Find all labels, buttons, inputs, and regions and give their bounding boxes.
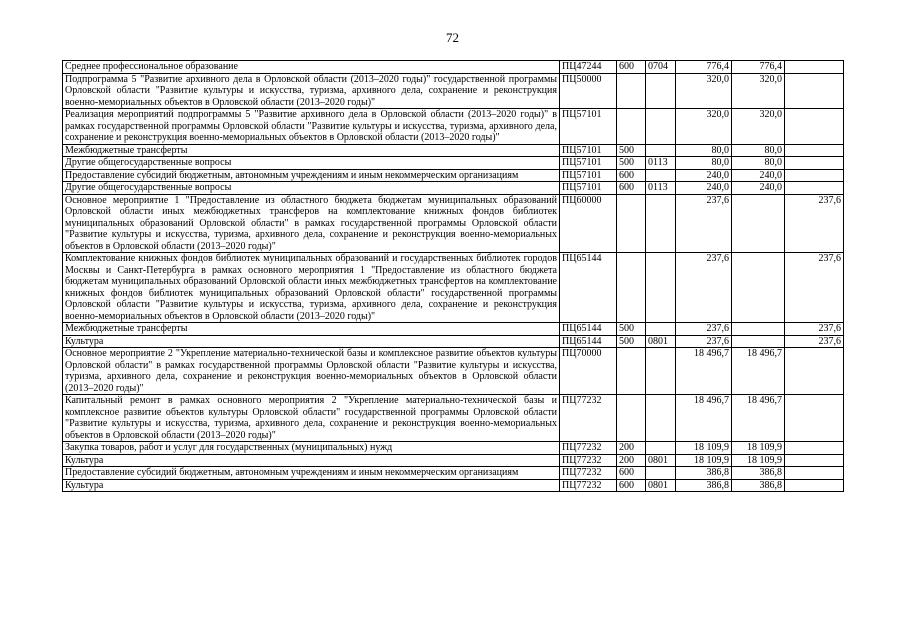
row-code: ПЦ50000 (560, 73, 617, 109)
row-amount-regional: 320,0 (732, 73, 785, 109)
row-amount-total: 18 109,9 (676, 454, 732, 467)
row-code: ПЦ77232 (560, 395, 617, 442)
row-expense-type (617, 194, 646, 253)
row-section (646, 395, 676, 442)
row-amount-federal (785, 442, 844, 455)
row-amount-regional: 386,8 (732, 467, 785, 480)
row-section (646, 169, 676, 182)
table-row (63, 169, 844, 182)
row-code: ПЦ65144 (560, 323, 617, 336)
row-amount-total: 80,0 (676, 144, 732, 157)
row-amount-federal (785, 144, 844, 157)
row-section: 0113 (646, 157, 676, 170)
row-code: ПЦ77232 (560, 442, 617, 455)
row-amount-regional: 18 496,7 (732, 395, 785, 442)
row-name: Межбюджетные трансферты (63, 323, 560, 336)
row-section (646, 323, 676, 336)
table-row (63, 109, 844, 145)
row-amount-total: 18 496,7 (676, 348, 732, 395)
row-amount-federal (785, 109, 844, 145)
row-expense-type (617, 395, 646, 442)
row-code: ПЦ57101 (560, 157, 617, 170)
row-section: 0801 (646, 335, 676, 348)
row-section (646, 348, 676, 395)
row-code: ПЦ70000 (560, 348, 617, 395)
row-expense-type: 500 (617, 335, 646, 348)
table-row (63, 442, 844, 455)
row-section: 0801 (646, 479, 676, 492)
row-section (646, 109, 676, 145)
row-expense-type: 600 (617, 479, 646, 492)
row-amount-total: 237,6 (676, 253, 732, 323)
row-amount-total: 320,0 (676, 109, 732, 145)
row-expense-type (617, 253, 646, 323)
row-section: 0113 (646, 182, 676, 195)
row-name: Другие общегосударственные вопросы (63, 157, 560, 170)
row-amount-regional (732, 335, 785, 348)
row-amount-total: 237,6 (676, 194, 732, 253)
row-amount-total: 386,8 (676, 467, 732, 480)
row-amount-federal: 237,6 (785, 253, 844, 323)
row-name: Предоставление субсидий бюджетным, автономным учреждениям и иным некоммерческим организациям (63, 169, 560, 182)
row-expense-type (617, 73, 646, 109)
table-row (63, 335, 844, 348)
row-amount-regional: 776,4 (732, 61, 785, 74)
row-amount-total: 80,0 (676, 157, 732, 170)
row-amount-total: 386,8 (676, 479, 732, 492)
row-amount-regional: 240,0 (732, 182, 785, 195)
row-name: Другие общегосударственные вопросы (63, 182, 560, 195)
row-amount-total: 776,4 (676, 61, 732, 74)
row-code: ПЦ57101 (560, 182, 617, 195)
row-amount-federal (785, 182, 844, 195)
row-name: Комплектование книжных фондов библиотек муниципальных образований и государственных библиотек городов Москвы и Санкт-Петербурга в рамках основного мероприятия 1 "Предоставление из областного бюджета бюджетам муниципальных образований Орловской области иных межбюджетных трансфертов на комплектование книжных фондов библиотек муниципальных образований Орловской области" государственной программы Орловской области "Развитие культуры и искусства, туризма, архивного дела, сохранение и реконструкция военно-мемориальных объектов в Орловской области (2013–2020 годы)" (63, 253, 560, 323)
row-name: Культура (63, 335, 560, 348)
row-amount-total: 320,0 (676, 73, 732, 109)
row-amount-regional: 80,0 (732, 157, 785, 170)
row-name: Основное мероприятие 2 "Укрепление материально-технической базы и комплексное развитие объектов культуры Орловской области" в рамках государственной программы Орловской области "Развитие культуры и искусства, туризма, архивного дела, сохранение и реконструкция военно-мемориальных объектов в Орловской области (2013–2020 годы)" (63, 348, 560, 395)
row-name: Среднее профессиональное образование (63, 61, 560, 74)
table-row (63, 479, 844, 492)
row-expense-type: 600 (617, 61, 646, 74)
row-amount-federal (785, 348, 844, 395)
row-name: Культура (63, 479, 560, 492)
row-section (646, 253, 676, 323)
row-name: Межбюджетные трансферты (63, 144, 560, 157)
row-section (646, 467, 676, 480)
row-amount-regional (732, 253, 785, 323)
table-row (63, 182, 844, 195)
row-amount-federal: 237,6 (785, 335, 844, 348)
row-amount-federal (785, 454, 844, 467)
row-section (646, 442, 676, 455)
table-row (63, 144, 844, 157)
row-code: ПЦ65144 (560, 253, 617, 323)
row-section: 0704 (646, 61, 676, 74)
row-section (646, 194, 676, 253)
row-amount-total: 240,0 (676, 182, 732, 195)
row-amount-federal (785, 467, 844, 480)
row-name: Основное мероприятие 1 "Предоставление из областного бюджета бюджетам муниципальных образований Орловской области иных межбюджетных трансферов на комплектование книжных фондов библиотек муниципальных образований Орловской области" в рамках государственной программы Орловской области "Развитие культуры и искусства, туризма, архивного дела, сохранение и реконструкция военно-мемориальных объектов в Орловской области (2013–2020 годы)" (63, 194, 560, 253)
table-row (63, 348, 844, 395)
row-expense-type: 500 (617, 323, 646, 336)
table-row (63, 253, 844, 323)
row-code: ПЦ77232 (560, 454, 617, 467)
row-name: Предоставление субсидий бюджетным, автономным учреждениям и иным некоммерческим организациям (63, 467, 560, 480)
row-amount-total: 18 109,9 (676, 442, 732, 455)
row-section (646, 73, 676, 109)
row-amount-federal (785, 479, 844, 492)
row-amount-regional: 18 109,9 (732, 454, 785, 467)
row-section (646, 144, 676, 157)
row-name: Закупка товаров, работ и услуг для государственных (муниципальных) нужд (63, 442, 560, 455)
row-expense-type: 600 (617, 467, 646, 480)
row-code: ПЦ60000 (560, 194, 617, 253)
row-amount-total: 237,6 (676, 323, 732, 336)
row-expense-type: 600 (617, 169, 646, 182)
row-expense-type: 600 (617, 182, 646, 195)
table-row (63, 157, 844, 170)
row-amount-federal: 237,6 (785, 323, 844, 336)
row-expense-type: 500 (617, 144, 646, 157)
page-number: 72 (446, 30, 459, 45)
row-amount-federal (785, 73, 844, 109)
row-code: ПЦ47244 (560, 61, 617, 74)
row-name: Капитальный ремонт в рамках основного мероприятия 2 "Укрепление материально-технической базы и комплексное развитие объектов культуры Орловской области" государственной программы Орловской области "Развитие культуры и искусства, туризма, архивного дела, сохранение и реконструкция военно-мемориальных объектов в Орловской области (2013–2020 годы)" (63, 395, 560, 442)
row-amount-federal: 237,6 (785, 194, 844, 253)
row-amount-regional: 240,0 (732, 169, 785, 182)
row-amount-federal (785, 169, 844, 182)
table-row (63, 395, 844, 442)
row-code: ПЦ57101 (560, 169, 617, 182)
table-row (63, 73, 844, 109)
row-expense-type: 500 (617, 157, 646, 170)
row-amount-regional (732, 194, 785, 253)
row-amount-total: 237,6 (676, 335, 732, 348)
row-code: ПЦ65144 (560, 335, 617, 348)
row-amount-regional: 18 109,9 (732, 442, 785, 455)
row-expense-type: 200 (617, 454, 646, 467)
row-name: Культура (63, 454, 560, 467)
row-amount-regional (732, 323, 785, 336)
row-amount-regional: 386,8 (732, 479, 785, 492)
row-expense-type: 200 (617, 442, 646, 455)
row-amount-federal (785, 157, 844, 170)
row-code: ПЦ77232 (560, 467, 617, 480)
row-section: 0801 (646, 454, 676, 467)
table-row (63, 323, 844, 336)
table-row (63, 194, 844, 253)
table-row (63, 61, 844, 74)
row-name: Подпрограмма 5 "Развитие архивного дела в Орловской области (2013–2020 годы)" государственной программы Орловской области "Развитие культуры и искусства, туризма, архивного дела, сохранение и реконструкция военно-мемориальных объектов в Орловской области (2013–2020 годы)" (63, 73, 560, 109)
row-amount-federal (785, 61, 844, 74)
row-code: ПЦ57101 (560, 109, 617, 145)
row-expense-type (617, 348, 646, 395)
budget-table (62, 60, 844, 492)
row-code: ПЦ77232 (560, 479, 617, 492)
row-amount-regional: 320,0 (732, 109, 785, 145)
row-amount-regional: 18 496,7 (732, 348, 785, 395)
row-name: Реализация мероприятий подпрограммы 5 "Развитие архивного дела в Орловской области (2013–2020 годы)" в рамках государственной программы Орловской области "Развитие культуры и искусства, туризма, архивного дела, сохранение и реконструкция военно-мемориальных объектов в Орловской области (2013–2020 годы)" (63, 109, 560, 145)
table-row (63, 454, 844, 467)
row-amount-federal (785, 395, 844, 442)
table-row (63, 467, 844, 480)
row-code: ПЦ57101 (560, 144, 617, 157)
row-amount-total: 240,0 (676, 169, 732, 182)
row-amount-total: 18 496,7 (676, 395, 732, 442)
row-amount-regional: 80,0 (732, 144, 785, 157)
row-expense-type (617, 109, 646, 145)
